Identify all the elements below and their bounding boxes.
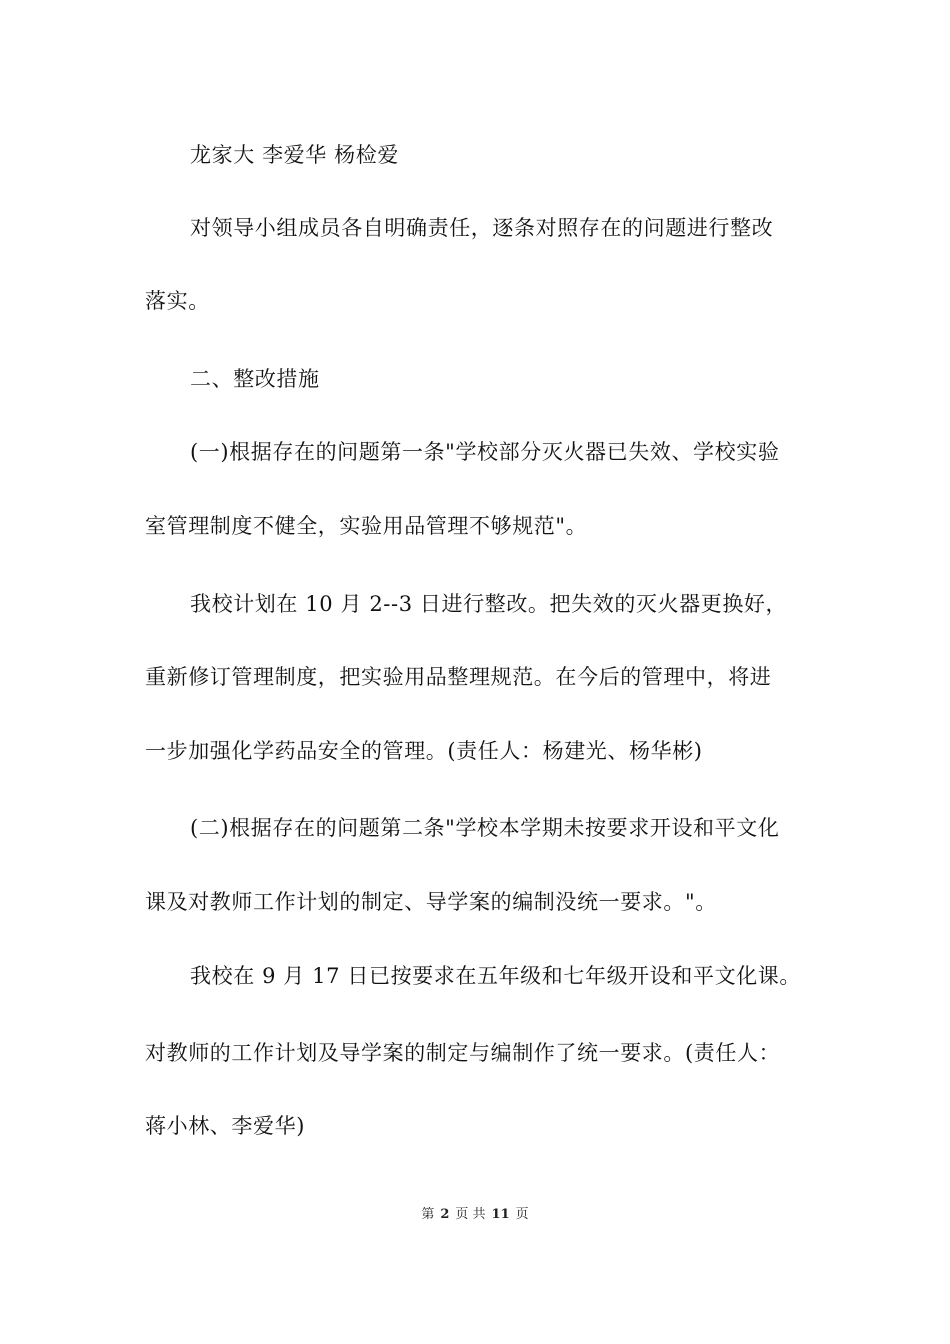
body-line: 龙家大 李爱华 杨检爱 [190, 143, 399, 167]
footer-middle: 页 共 [455, 1207, 486, 1222]
footer-prefix: 第 [421, 1207, 435, 1222]
body-line: 课及对教师工作计划的制定、导学案的编制没统一要求。"。 [145, 890, 717, 914]
body-line: (二)根据存在的问题第二条"学校本学期未按要求开设和平文化 [190, 816, 780, 840]
body-line: 室管理制度不健全，实验用品管理不够规范"。 [145, 514, 588, 538]
body-line: 对领导小组成员各自明确责任，逐条对照存在的问题进行整改 [190, 216, 774, 240]
body-line: 蒋小林、李爱华) [145, 1114, 305, 1138]
body-line: 对教师的工作计划及导学案的制定与编制作了统一要求。(责任人： [145, 1041, 781, 1065]
body-line: 我校在 9 月 17 日已按要求在五年级和七年级开设和平文化课。 [190, 964, 801, 988]
body-line: 我校计划在 10 月 2--3 日进行整改。把失效的灭火器更换好， [190, 592, 788, 616]
body-line: 落实。 [145, 289, 210, 313]
body-line: 重新修订管理制度，把实验用品整理规范。在今后的管理中，将进 [145, 665, 772, 689]
current-page-number: 2 [440, 1207, 450, 1222]
footer-suffix: 页 [515, 1207, 529, 1222]
body-line: (一)根据存在的问题第一条"学校部分灭火器已失效、学校实验 [190, 440, 780, 464]
page-footer [0, 1206, 950, 1224]
total-pages-number: 11 [491, 1207, 510, 1222]
section-heading: 二、整改措施 [190, 367, 320, 391]
body-line: 一步加强化学药品安全的管理。(责任人：杨建光、杨华彬) [145, 739, 703, 763]
